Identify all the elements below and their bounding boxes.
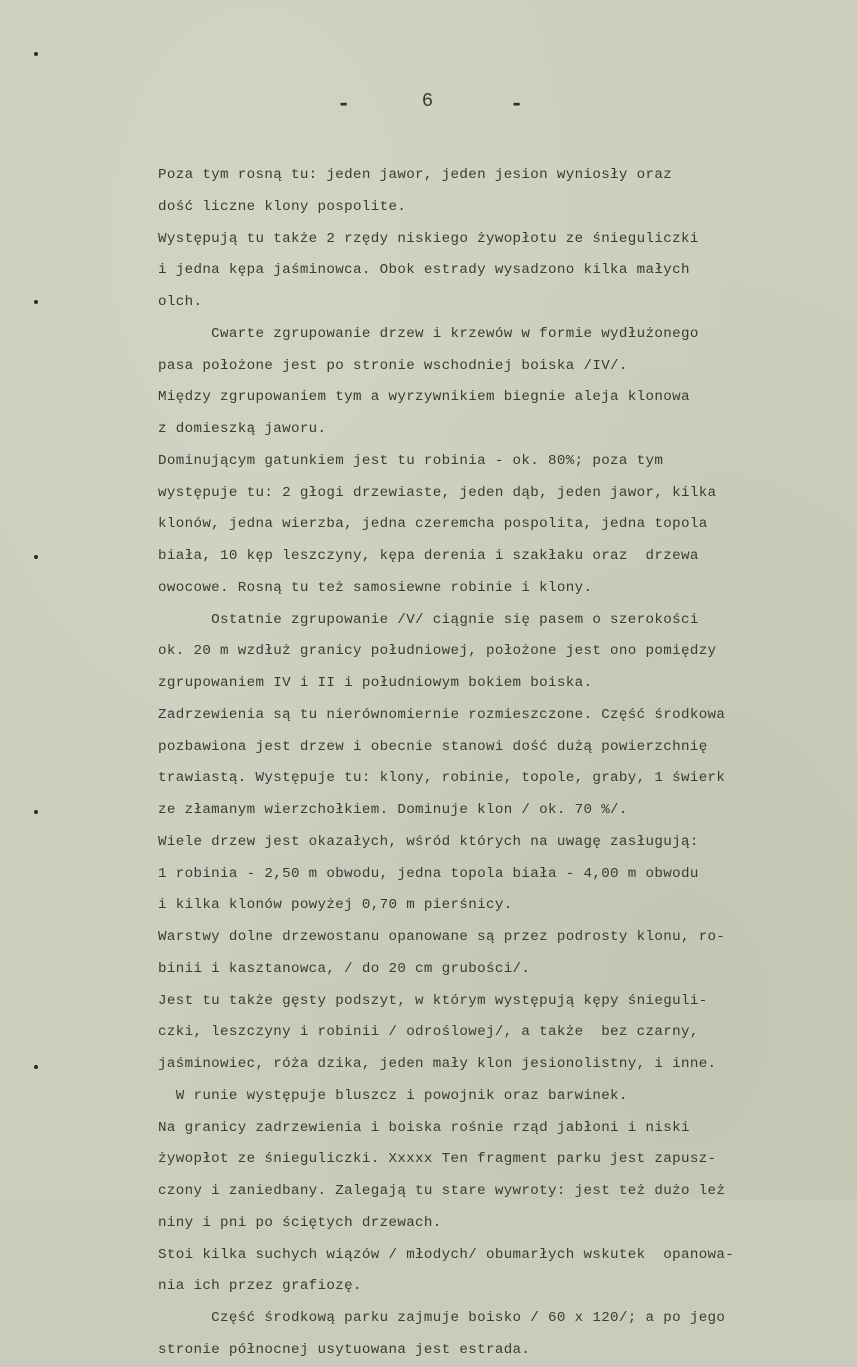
text-line: Warstwy dolne drzewostanu opanowane są przez podrosty klonu, ro- [158, 929, 726, 945]
text-line: pasa położone jest po stronie wschodniej boiska /IV/. [158, 357, 628, 374]
text-line: nia ich przez grafiozę. [158, 1278, 362, 1295]
text-line: Cwarte zgrupowanie drzew i krzewów w formie wydłużonego [158, 325, 699, 342]
text-line: ze złamanym wierzchołkiem. Dominuje klon / ok. 70 %/. [158, 802, 628, 818]
text-line: binii i kasztanowca, / do 20 cm grubości/. [158, 960, 531, 977]
text-line: z domieszką jaworu. [158, 421, 327, 437]
text-line: dość liczne klony pospolite. [158, 198, 407, 215]
text-line: olch. [158, 294, 203, 310]
text-line: czki, leszczyny i robinii / odroślowej/, a także bez czarny, [158, 1024, 699, 1041]
text-line: Występują tu także 2 rzędy niskiego żywopłotu ze śnieguliczki [158, 230, 699, 247]
text-line: zgrupowaniem IV i II i południowym bokiem boiska. [158, 675, 593, 691]
text-line: pozbawiona jest drzew i obecnie stanowi dość dużą powierzchnię [158, 738, 708, 755]
text-line: biała, 10 kęp leszczyny, kępa derenia i szakłaku oraz drzewa [158, 548, 699, 564]
text-line: Na granicy zadrzewienia i boiska rośnie rząd jabłoni i niski [158, 1119, 690, 1136]
text-line: jaśminowiec, róża dzika, jeden mały klon jesionolistny, i inne. [158, 1056, 717, 1072]
text-line: Zadrzewienia są tu nierównomiernie rozmieszczone. Część środkowa [158, 706, 726, 723]
text-line: Poza tym rosną tu: jeden jawor, jeden jesion wyniosły oraz [158, 167, 673, 183]
text-line: żywopłot ze śnieguliczki. Xxxxx Ten fragment parku jest zapusz- [158, 1151, 717, 1168]
margin-dot [34, 52, 38, 56]
margin-dot [34, 810, 38, 814]
page-number-dash-right: - [510, 92, 524, 117]
text-line: Dominującym gatunkiem jest tu robinia - ok. 80%; poza tym [158, 452, 664, 469]
text-line: stronie północnej usytuowana jest estrada. [158, 1341, 531, 1358]
margin-dot [34, 1065, 38, 1069]
text-line: owocowe. Rosną tu też samosiewne robinie i klony. [158, 579, 593, 596]
text-line: Ostatnie zgrupowanie /V/ ciągnie się pasem o szerokości [158, 611, 699, 628]
text-line: i kilka klonów powyżej 0,70 m pierśnicy. [158, 897, 513, 914]
text-line: W runie występuje bluszcz i powojnik oraz barwinek. [158, 1087, 628, 1104]
text-line: 1 robinia - 2,50 m obwodu, jedna topola biała - 4,00 m obwodu [158, 865, 699, 882]
text-line: Jest tu także gęsty podszyt, w którym występują kępy śniegulі- [158, 992, 708, 1009]
page-number-dash-left: - [337, 92, 351, 117]
text-line: czony i zaniedbany. Zalegają tu stare wywroty: jest też dużo leż [158, 1183, 726, 1199]
margin-dot [34, 300, 38, 304]
text-line: i jedna kępa jaśminowca. Obok estrady wysadzono kilka małych [158, 262, 690, 279]
text-line: Część środkową parku zajmuje boisko / 60 x 120/; a po jego [158, 1310, 726, 1326]
margin-dot [34, 555, 38, 559]
body-text [158, 160, 848, 1367]
page-number: 6 [421, 90, 436, 112]
text-line: występuje tu: 2 głogi drzewiaste, jeden dąb, jeden jawor, kilka [158, 484, 717, 501]
text-line: niny i pni po ściętych drzewach. [158, 1214, 442, 1231]
text-line: Wiele drzew jest okazałych, wśród których na uwagę zasługują: [158, 833, 699, 850]
text-line: Między zgrupowaniem tym a wyrzywnikiem biegnie aleja klonowa [158, 389, 690, 406]
text-line: trawiastą. Występuje tu: klony, robinie, topole, graby, 1 świerk [158, 770, 726, 787]
text-line: klonów, jedna wierzba, jedna czeremcha pospolita, jedna topola [158, 516, 708, 533]
text-line: ok. 20 m wzdłuż granicy południowej, położone jest ono pomiędzy [158, 643, 717, 660]
text-line: Stoi kilka suchych wiązów / młodych/ obumarłych wskutek opanowa- [158, 1246, 735, 1263]
